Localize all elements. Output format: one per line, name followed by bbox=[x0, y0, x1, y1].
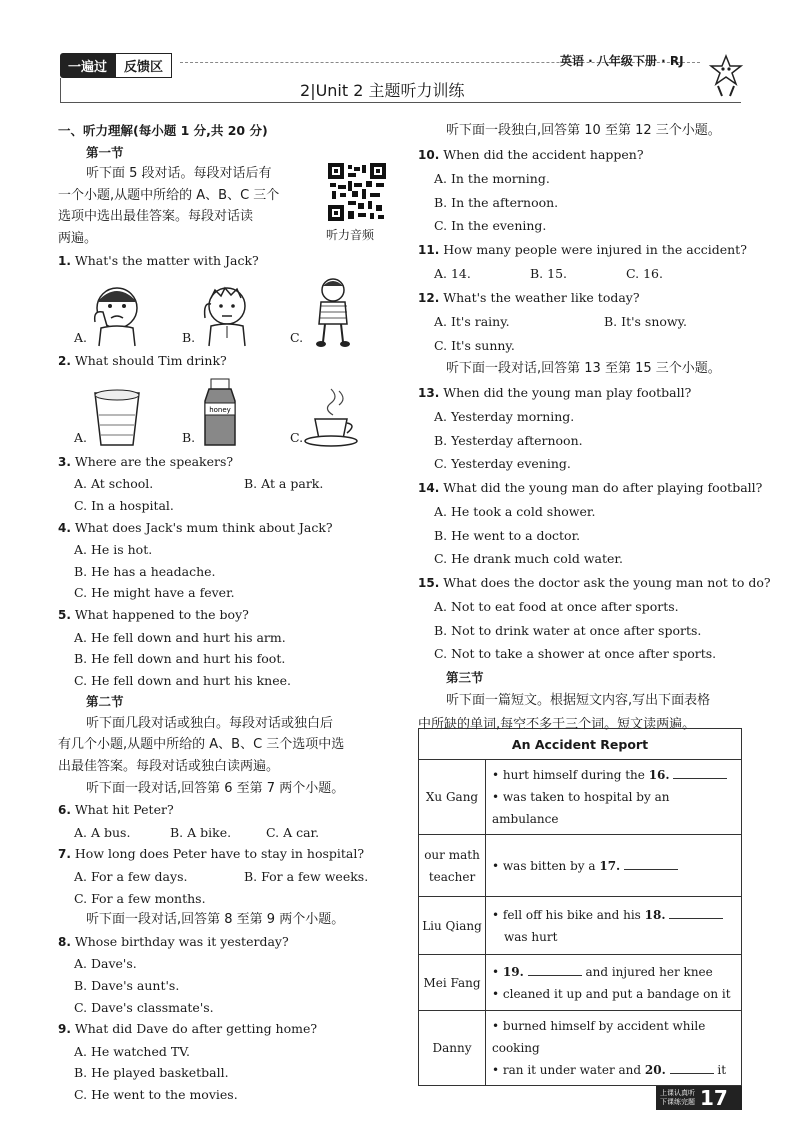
page-number: 17 bbox=[700, 1086, 728, 1110]
option-a[interactable]: A. Yesterday morning. bbox=[434, 409, 575, 424]
option-b[interactable]: B. For a few weeks. bbox=[244, 869, 369, 885]
part-heading: 第三节 bbox=[446, 669, 484, 685]
table-row bbox=[419, 760, 742, 835]
header-tag-right: 反馈区 bbox=[115, 53, 172, 78]
option-b[interactable]: B. A bike. bbox=[170, 824, 232, 840]
option-b[interactable]: B. honey bbox=[182, 377, 290, 449]
option-a[interactable]: A. Dave's. bbox=[74, 956, 137, 972]
option-c[interactable]: C. He fell down and hurt his knee. bbox=[74, 672, 291, 688]
instruction-line: 一个小题,从题中所给的 A、B、C 三个 bbox=[58, 187, 280, 203]
option-c[interactable]: C. It's sunny. bbox=[434, 337, 515, 353]
question-3: 3. Where are the speakers? bbox=[58, 453, 234, 469]
option-c[interactable]: C. He went to the movies. bbox=[74, 1086, 238, 1102]
row-content: • fell off his bike and his 18. was hurt bbox=[486, 897, 742, 955]
question-1-options bbox=[58, 276, 398, 348]
cup-of-tea-icon bbox=[303, 385, 363, 449]
option-b[interactable]: B. He has a headache. bbox=[74, 563, 216, 579]
options-row bbox=[418, 310, 748, 334]
option-b[interactable]: B. Yesterday afternoon. bbox=[434, 432, 583, 448]
option-a[interactable]: A. He is hot. bbox=[74, 542, 153, 558]
table-row bbox=[419, 897, 742, 955]
row-name: our math teacher bbox=[419, 835, 486, 897]
instruction-line: 听下面 5 段对话。每段对话后有 bbox=[86, 166, 272, 182]
instruction-line: 听下面几段对话或独白。每段对话或独白后 bbox=[86, 715, 334, 731]
part-heading: 第二节 bbox=[86, 694, 124, 710]
blank-16[interactable] bbox=[673, 766, 727, 779]
table-row bbox=[419, 955, 742, 1011]
option-a[interactable]: A. He took a cold shower. bbox=[434, 504, 596, 519]
page-title bbox=[300, 78, 465, 101]
unit-separator: | bbox=[310, 81, 316, 100]
question-1: 1. What's the matter with Jack? bbox=[58, 252, 259, 268]
row-content: • was bitten by a 17. bbox=[486, 835, 742, 897]
table-title: An Accident Report bbox=[419, 729, 742, 760]
listening-lead: 听下面一段对话,回答第 13 至第 15 三个小题。 bbox=[446, 361, 721, 376]
options-row bbox=[58, 473, 398, 495]
question-5: 5. What happened to the boy? bbox=[58, 606, 249, 622]
question-11: 11. How many people were injured in the accident? bbox=[418, 241, 747, 257]
instruction-line: 出最佳答案。每段对话或独白读两遍。 bbox=[58, 759, 280, 775]
header-tag bbox=[60, 53, 180, 77]
option-b[interactable]: B. bbox=[182, 282, 290, 348]
row-content: • hurt himself during the 16. • was taken to hospital by an ambulance bbox=[486, 760, 742, 835]
option-b[interactable]: B. He played basketball. bbox=[74, 1065, 229, 1081]
table-row bbox=[419, 1011, 742, 1086]
question-7: 7. How long does Peter have to stay in hospital? bbox=[58, 846, 365, 862]
option-c[interactable]: C. Not to take a shower at once after sports. bbox=[434, 646, 717, 661]
question-2-options bbox=[58, 377, 398, 449]
boy-stomachache-icon bbox=[303, 276, 365, 348]
option-a[interactable]: A. bbox=[74, 282, 182, 348]
option-a[interactable]: A. At school. bbox=[74, 476, 154, 492]
instruction-line: 中所缺的单词,每空不多于三个词。短文读两遍。 bbox=[418, 716, 696, 732]
left-column bbox=[58, 120, 398, 1106]
instruction-line: 两遍。 bbox=[58, 230, 98, 246]
blank-19[interactable] bbox=[528, 963, 582, 976]
question-8: 8. Whose birthday was it yesterday? bbox=[58, 933, 289, 949]
option-b[interactable]: B. At a park. bbox=[244, 476, 324, 492]
question-14: 14. What did the young man do after playing football? bbox=[418, 479, 763, 495]
option-c[interactable]: C. 16. bbox=[626, 266, 663, 281]
honey-bottle-icon bbox=[195, 377, 245, 449]
option-c[interactable]: C. In the evening. bbox=[434, 218, 547, 233]
question-13: 13. When did the young man play football? bbox=[418, 384, 692, 400]
question-2: 2. What should Tim drink? bbox=[58, 353, 227, 369]
option-b[interactable]: B. 15. bbox=[530, 266, 568, 281]
option-b[interactable]: B. It's snowy. bbox=[604, 314, 687, 329]
glass-of-milk-icon bbox=[87, 385, 147, 449]
option-b[interactable]: B. He fell down and hurt his foot. bbox=[74, 651, 286, 667]
section-heading: 一、听力理解(每小题 1 分,共 20 分) bbox=[58, 123, 268, 138]
row-content: • burned himself by accident while cooking • ran it under water and 20. it bbox=[486, 1011, 742, 1086]
footer-slogan: 上课认真听 下课练完题 bbox=[660, 1089, 695, 1106]
unit-number: 2 bbox=[300, 81, 311, 100]
option-c[interactable]: C. bbox=[290, 276, 398, 348]
question-9: 9. What did Dave do after getting home? bbox=[58, 1021, 318, 1037]
boy-toothache-icon bbox=[87, 282, 149, 348]
option-c[interactable]: C. Yesterday evening. bbox=[434, 456, 571, 471]
instruction-line: 听下面一篇短文。根据短文内容,写出下面表格 bbox=[446, 693, 711, 708]
question-12: 12. What's the weather like today? bbox=[418, 289, 640, 305]
option-a[interactable]: A. In the morning. bbox=[434, 171, 550, 186]
option-a[interactable]: A. He fell down and hurt his arm. bbox=[74, 629, 286, 645]
option-a[interactable]: A. A bus. bbox=[74, 824, 131, 840]
row-name: Danny bbox=[419, 1011, 486, 1086]
header-tag-left: 一遍过 bbox=[60, 53, 115, 78]
option-c[interactable]: C. He drank much cold water. bbox=[434, 551, 623, 566]
options-row bbox=[418, 262, 748, 286]
option-a[interactable]: A. It's rainy. bbox=[434, 314, 510, 329]
listening-lead: 听下面一段对话,回答第 8 至第 9 两个小题。 bbox=[86, 912, 345, 928]
option-c[interactable]: C. bbox=[290, 385, 398, 449]
question-10: 10. When did the accident happen? bbox=[418, 146, 644, 162]
row-content: • 19. and injured her knee • cleaned it up and put a bandage on it bbox=[486, 955, 742, 1011]
option-b[interactable]: B. Not to drink water at once after sports. bbox=[434, 622, 702, 638]
mascot-icon bbox=[708, 54, 744, 98]
row-name: Mei Fang bbox=[419, 955, 486, 1011]
row-name: Liu Qiang bbox=[419, 897, 486, 955]
question-4: 4. What does Jack's mum think about Jack? bbox=[58, 519, 333, 535]
option-a[interactable]: A. 14. bbox=[434, 266, 471, 281]
option-b[interactable]: B. He went to a doctor. bbox=[434, 527, 581, 543]
part-heading: 第一节 bbox=[86, 144, 124, 160]
blank-20[interactable] bbox=[670, 1061, 714, 1074]
bottle-label: honey bbox=[209, 405, 231, 414]
option-c[interactable]: C. He might have a fever. bbox=[74, 585, 235, 601]
option-a[interactable]: A. Not to eat food at once after sports. bbox=[434, 599, 679, 614]
qr-caption: 听力音频 bbox=[326, 228, 375, 242]
table-row bbox=[419, 835, 742, 897]
option-a[interactable]: A. bbox=[74, 385, 182, 449]
blank-17[interactable] bbox=[624, 857, 678, 870]
unit-title: Unit 2 主题听力训练 bbox=[315, 81, 465, 100]
page-number-badge bbox=[656, 1086, 742, 1110]
blank-18[interactable] bbox=[669, 906, 723, 919]
listening-lead: 听下面一段对话,回答第 6 至第 7 两个小题。 bbox=[86, 780, 345, 796]
option-c[interactable]: C. Dave's classmate's. bbox=[74, 999, 214, 1015]
option-c[interactable]: C. For a few months. bbox=[74, 890, 206, 906]
instruction-line: 选项中选出最佳答案。每段对话读 bbox=[58, 209, 254, 225]
option-b[interactable]: B. In the afternoon. bbox=[434, 194, 559, 210]
accident-report-table bbox=[418, 728, 742, 1086]
instruction-line: 有几个小题,从题中所给的 A、B、C 三个选项中选 bbox=[58, 737, 345, 753]
boy-earache-icon bbox=[195, 282, 257, 348]
question-15: 15. What does the doctor ask the young man not to do? bbox=[418, 574, 771, 590]
table-header-row bbox=[419, 729, 742, 760]
listening-lead: 听下面一段独白,回答第 10 至第 12 三个小题。 bbox=[446, 123, 721, 138]
options-row bbox=[58, 822, 398, 844]
question-6: 6. What hit Peter? bbox=[58, 802, 174, 818]
subject-label: 英语 · 八年级下册 · RJ bbox=[560, 54, 684, 68]
options-row bbox=[58, 866, 398, 888]
option-c[interactable]: C. A car. bbox=[266, 824, 320, 840]
option-a[interactable]: A. For a few days. bbox=[74, 869, 188, 885]
option-a[interactable]: A. He watched TV. bbox=[74, 1043, 190, 1059]
option-b[interactable]: B. Dave's aunt's. bbox=[74, 978, 180, 993]
row-name: Xu Gang bbox=[419, 760, 486, 835]
right-column bbox=[418, 119, 771, 736]
option-c[interactable]: C. In a hospital. bbox=[74, 497, 174, 513]
